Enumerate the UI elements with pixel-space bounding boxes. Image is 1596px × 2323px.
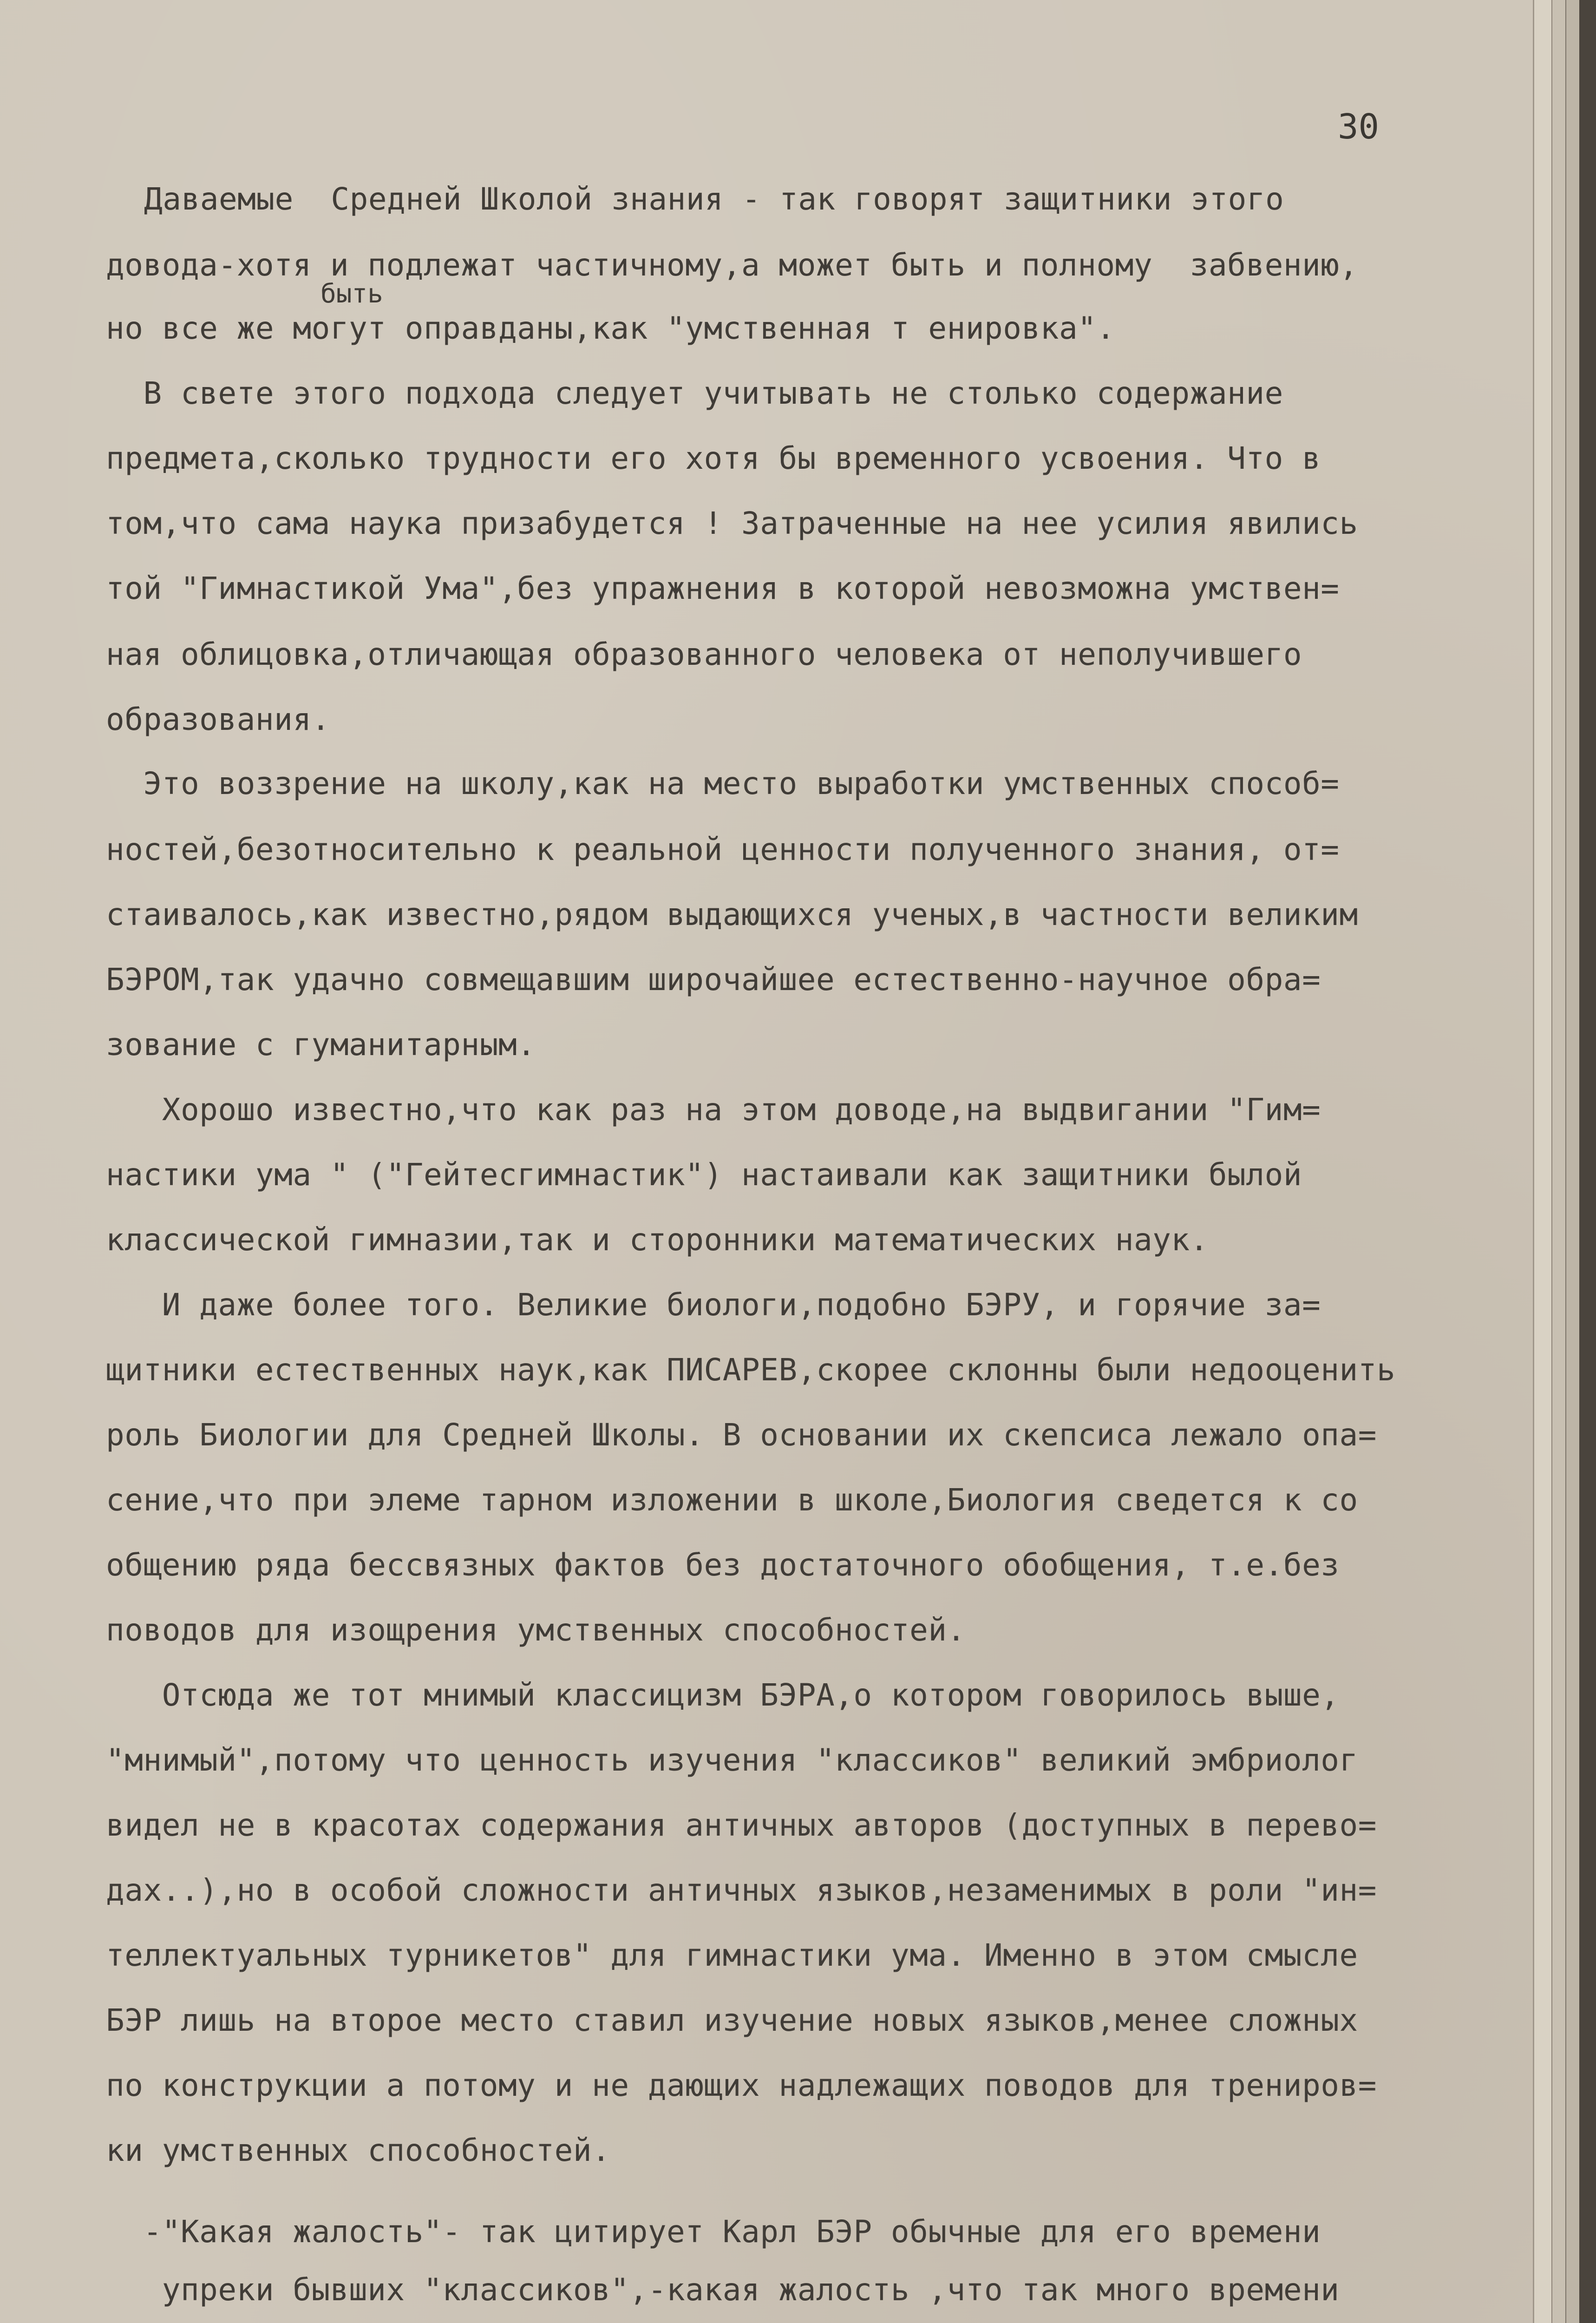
text-line: сение,что при элеме тарном изложении в школе,Биология сведется к со <box>106 1482 1358 1518</box>
text-line: зование с гуманитарным. <box>106 1027 536 1063</box>
page-number: 30 <box>1338 107 1380 147</box>
text-line: классической гимназии,так и сторонники математических наук. <box>106 1222 1209 1258</box>
text-line: настики ума " ("Гейтесгимнастик") настаивали как защитники былой <box>106 1157 1302 1193</box>
text-line: поводов для изощрения умственных способностей. <box>106 1612 966 1648</box>
text-line: той "Гимнастикой Ума",без упражнения в которой невозможна умствен= <box>106 571 1340 606</box>
text-line: БЭР лишь на второе место ставил изучение новых языков,менее сложных <box>106 2002 1358 2038</box>
page-stack-edge <box>1533 0 1553 2323</box>
text-line: Даваемые Средней Школой знания - так говорят защитники этого <box>144 181 1284 217</box>
text-line: теллектуальных турникетов" для гимнастики ума. Именно в этом смысле <box>106 1937 1358 1973</box>
text-line: образования. <box>106 702 330 737</box>
page-stack-edge <box>1551 0 1566 2323</box>
text-line: БЭРОМ,так удачно совмещавшим широчайшее естественно-научное обра= <box>106 962 1321 997</box>
text-line: упреки бывших "классиков",-какая жалость ,что так много времени <box>106 2272 1340 2308</box>
text-line: ная облицовка,отличающая образованного человека от неполучившего <box>106 637 1302 672</box>
handwritten-insertion: быть <box>321 279 383 309</box>
text-line: предмета,сколько трудности его хотя бы временного усвоения. Что в <box>106 440 1321 476</box>
text-line: но все же могут оправданы,как "умственная т енировка". <box>106 310 1115 346</box>
text-line: ностей,безотносительно к реальной ценности полученного знания, от= <box>106 832 1340 867</box>
text-line: ки умственных способностей. <box>106 2133 611 2168</box>
page-stack-edge <box>1565 0 1580 2323</box>
text-line: дах..),но в особой сложности античных языков,незаменимых в роли "ин= <box>106 1872 1377 1908</box>
text-line: Хорошо известно,что как раз на этом доводе,на выдвигании "Гим= <box>106 1092 1321 1128</box>
text-line: И даже более того. Великие биологи,подобно БЭРУ, и горячие за= <box>106 1287 1321 1323</box>
text-line: Это воззрение на школу,как на место выработки умственных способ= <box>106 766 1340 801</box>
text-line: "мнимый",потому что ценность изучения "классиков" великий эмбриолог <box>106 1742 1358 1778</box>
text-line: видел не в красотах содержания античных авторов (доступных в перево= <box>106 1807 1377 1843</box>
text-line: В свете этого подхода следует учитывать не столько содержание <box>106 375 1283 411</box>
text-line: том,что сама наука призабудется ! Затраченные на нее усилия явились <box>106 505 1358 541</box>
text-line: Отсюда же тот мнимый классицизм БЭРА,о котором говорилось выше, <box>106 1677 1340 1713</box>
page-stack-edge <box>1579 0 1596 2323</box>
text-line: роль Биологии для Средней Школы. В основании их скепсиса лежало опа= <box>106 1417 1377 1453</box>
text-line: -"Какая жалость"- так цитирует Карл БЭР обычные для его времени <box>106 2214 1321 2250</box>
text-line: стаивалось,как известно,рядом выдающихся ученых,в частности великим <box>106 897 1358 932</box>
text-line: довода-хотя и подлежат частичному,а может быть и полному забвению, <box>106 247 1358 283</box>
text-line: по конструкции а потому и не дающих надлежащих поводов для трениров= <box>106 2067 1377 2103</box>
text-line: щитники естественных наук,как ПИСАРЕВ,скорее склонны были недооценить <box>106 1352 1396 1388</box>
text-line: общению ряда бессвязных фактов без достаточного обобщения, т.е.без <box>106 1547 1340 1583</box>
